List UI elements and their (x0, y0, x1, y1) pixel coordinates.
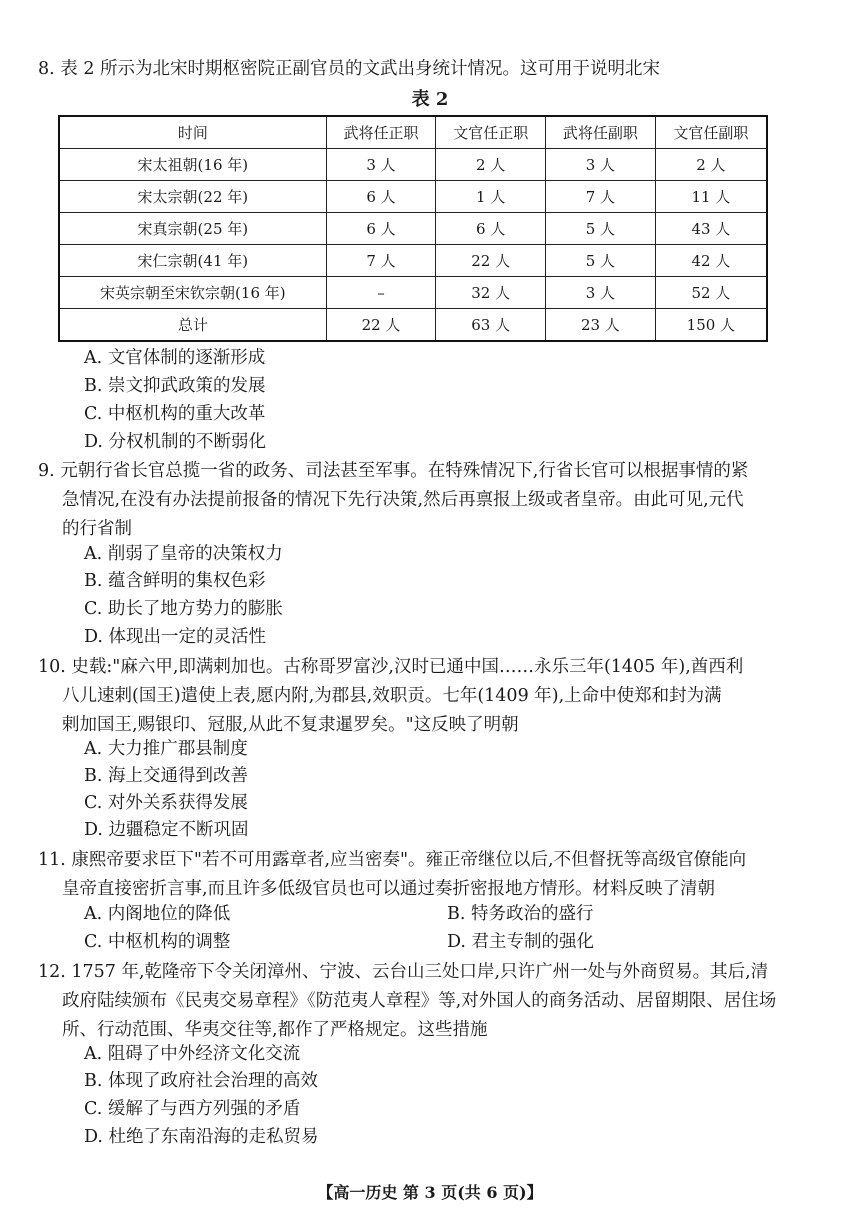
option-c[interactable]: C. 对外关系获得发展 (84, 793, 248, 813)
question-12-line: 政府陆续颁布《民夷交易章程》《防范夷人章程》等,对外国人的商务活动、居留期限、居住场 (62, 991, 777, 1011)
table-row (59, 245, 767, 277)
option-b[interactable]: B. 特务政治的盛行 (447, 904, 594, 924)
option-b[interactable]: B. 体现了政府社会治理的高效 (84, 1071, 318, 1091)
option-d[interactable]: D. 分权机制的不断弱化 (84, 432, 267, 452)
option-a[interactable]: A. 阻碍了中外经济文化交流 (84, 1044, 301, 1064)
table-row (59, 277, 767, 309)
question-10-line: 10. 史载:"麻六甲,即满剌加也。古称哥罗富沙,汉时已通中国……永乐三年(1405 年),酋西利 (38, 657, 744, 677)
page-footer: 【高一历史 第 3 页(共 6 页)】 (317, 1183, 543, 1202)
table-cell: 7 人 (546, 181, 656, 213)
table-cell: 3 人 (326, 149, 436, 181)
option-b[interactable]: B. 蕴含鲜明的集权色彩 (84, 571, 266, 591)
question-9-line: 的行省制 (62, 519, 132, 539)
table-cell: 6 人 (326, 213, 436, 245)
option-a[interactable]: A. 削弱了皇帝的决策权力 (84, 544, 283, 564)
question-9-line: 9. 元朝行省长官总揽一省的政务、司法甚至军事。在特殊情况下,行省长官可以根据事情的紧 (38, 461, 749, 481)
question-8-stem (38, 55, 824, 84)
table-row (59, 181, 767, 213)
table-header-cell: 武将任副职 (546, 116, 656, 149)
table-cell: 23 人 (546, 309, 656, 342)
question-11-stem (38, 846, 824, 904)
table-cell: 3 人 (546, 149, 656, 181)
table-cell: 2 人 (436, 149, 546, 181)
table-header-cell: 文官任副职 (655, 116, 767, 149)
question-11-line: 11. 康熙帝要求臣下"若不可用露章者,应当密奏"。雍正帝继位以后,不但督抚等高级官僚能向 (38, 850, 747, 870)
table-cell: 150 人 (655, 309, 767, 342)
option-d[interactable]: D. 杜绝了东南沿海的走私贸易 (84, 1127, 319, 1147)
table-2 (58, 115, 768, 342)
table-cell: 22 人 (326, 309, 436, 342)
table-cell: – (326, 277, 436, 309)
table-cell: 宋英宗朝至宋钦宗朝(16 年) (59, 277, 326, 309)
option-b[interactable]: B. 海上交通得到改善 (84, 766, 248, 786)
option-d[interactable]: D. 体现出一定的灵活性 (84, 627, 267, 647)
table-cell: 22 人 (436, 245, 546, 277)
question-9-stem (38, 457, 824, 544)
table-cell: 7 人 (326, 245, 436, 277)
option-d[interactable]: D. 君主专制的强化 (447, 932, 595, 952)
question-8-text: 8. 表 2 所示为北宋时期枢密院正副官员的文武出身统计情况。这可用于说明北宋 (38, 59, 661, 79)
option-a[interactable]: A. 大力推广郡县制度 (84, 739, 248, 759)
table-row (59, 213, 767, 245)
table-row (59, 149, 767, 181)
question-12-line: 12. 1757 年,乾隆帝下令关闭漳州、宁波、云台山三处口岸,只许广州一处与外商贸易。其后,清 (38, 962, 769, 982)
table-cell: 43 人 (655, 213, 767, 245)
table-header-cell: 文官任正职 (436, 116, 546, 149)
table-total-row (59, 309, 767, 342)
table-cell: 总计 (59, 309, 326, 342)
table-cell: 宋太祖朝(16 年) (59, 149, 326, 181)
table-header-cell: 时间 (59, 116, 326, 149)
table-cell: 1 人 (436, 181, 546, 213)
option-a[interactable]: A. 内阁地位的降低 (84, 904, 231, 924)
table-2-title: 表 2 (411, 89, 449, 110)
option-c[interactable]: C. 中枢机构的调整 (84, 932, 231, 952)
question-11-line: 皇帝直接密折言事,而且许多低级官员也可以通过奏折密报地方情形。材料反映了清朝 (62, 879, 716, 899)
question-10-line: 剌加国王,赐银印、冠服,从此不复隶暹罗矣。"这反映了明朝 (62, 715, 519, 735)
table-cell: 6 人 (436, 213, 546, 245)
table-cell: 52 人 (655, 277, 767, 309)
table-cell: 3 人 (546, 277, 656, 309)
table-cell: 宋真宗朝(25 年) (59, 213, 326, 245)
option-a[interactable]: A. 文官体制的逐渐形成 (84, 348, 266, 368)
question-12-stem (38, 958, 824, 1045)
table-cell: 11 人 (655, 181, 767, 213)
table-cell: 5 人 (546, 213, 656, 245)
question-10-stem (38, 653, 824, 740)
option-c[interactable]: C. 缓解了与西方列强的矛盾 (84, 1099, 301, 1119)
question-10-line: 八儿速剌(国王)遣使上表,愿内附,为郡县,效职贡。七年(1409 年),上命中使郑和封为满 (62, 686, 722, 706)
table-cell: 32 人 (436, 277, 546, 309)
table-cell: 宋太宗朝(22 年) (59, 181, 326, 213)
question-12-line: 所、行动范围、华夷交往等,都作了严格规定。这些措施 (62, 1020, 488, 1040)
table-cell: 宋仁宗朝(41 年) (59, 245, 326, 277)
table-header-cell: 武将任正职 (326, 116, 436, 149)
option-d[interactable]: D. 边疆稳定不断巩固 (84, 820, 249, 840)
option-b[interactable]: B. 崇文抑武政策的发展 (84, 376, 266, 396)
option-c[interactable]: C. 助长了地方势力的膨胀 (84, 599, 283, 619)
table-cell: 5 人 (546, 245, 656, 277)
table-cell: 2 人 (655, 149, 767, 181)
question-9-line: 急情况,在没有办法提前报备的情况下先行决策,然后再禀报上级或者皇帝。由此可见,元代 (62, 490, 744, 510)
option-c[interactable]: C. 中枢机构的重大改革 (84, 404, 266, 424)
table-cell: 6 人 (326, 181, 436, 213)
table-cell: 63 人 (436, 309, 546, 342)
table-cell: 42 人 (655, 245, 767, 277)
table-header-row (59, 116, 767, 149)
